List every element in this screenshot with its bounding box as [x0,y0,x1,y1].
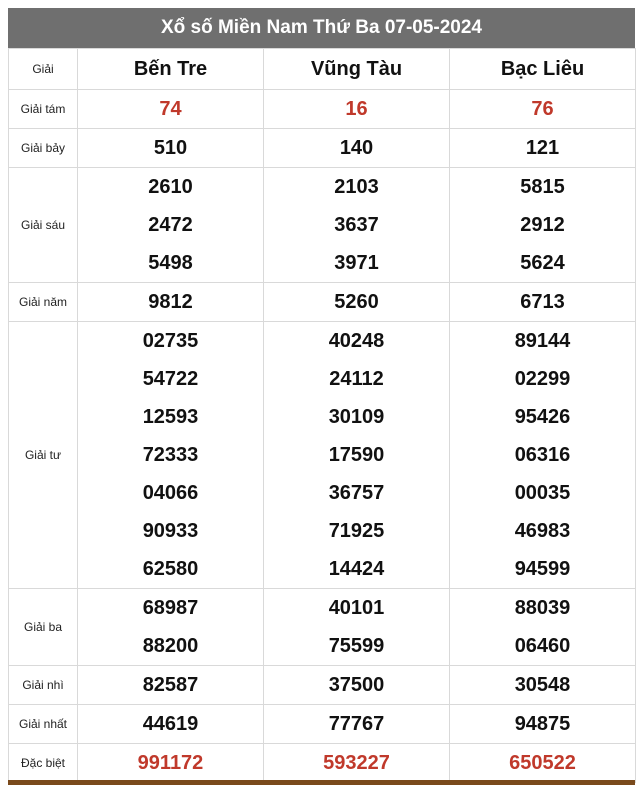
prize-number: 2610 [148,176,193,198]
prize-number: 5260 [334,291,379,313]
prize-number: 12593 [142,406,199,428]
prize-number: 2103 [334,176,379,198]
prize-row [9,283,636,322]
prize-number: 5815 [520,176,565,198]
prize-cell [78,129,264,168]
prize-row [9,589,636,666]
prize-label: Giải ba [9,589,78,666]
prize-number: 76 [531,98,554,120]
prize-label: Giải năm [9,283,78,322]
prize-number: 02735 [142,330,199,352]
prize-cell [78,168,264,283]
prize-cell [450,705,636,744]
prize-cell [450,666,636,705]
prize-label: Đặc biệt [9,744,78,783]
prize-number: 74 [159,98,182,120]
prize-number: 71925 [328,520,385,542]
prize-number: 991172 [137,752,204,774]
prize-row [9,90,636,129]
bottom-bar [8,780,635,785]
prize-cell [264,705,450,744]
prize-number: 9812 [148,291,193,313]
prize-cell [264,129,450,168]
prize-row [9,744,636,783]
prize-row [9,705,636,744]
prize-row [9,322,636,589]
prize-cell [78,705,264,744]
prize-number: 36757 [328,482,385,504]
prize-cell [264,168,450,283]
prize-number: 06316 [514,444,571,466]
prize-number: 88200 [142,635,199,657]
header-row [9,49,636,90]
prize-number: 94875 [514,713,571,735]
prize-number: 650522 [509,752,576,774]
prize-cell [264,666,450,705]
prize-cell [450,744,636,783]
prize-number: 82587 [142,674,199,696]
prize-cell [264,744,450,783]
prize-number: 16 [345,98,368,120]
prize-number: 6713 [520,291,565,313]
prize-number: 40101 [328,597,385,619]
prize-number: 2912 [520,214,565,236]
prize-number: 121 [525,137,560,159]
prize-cell [450,589,636,666]
header-label: Giải [9,49,78,90]
prize-number: 140 [339,137,374,159]
prize-label: Giải nhất [9,705,78,744]
prize-cell [78,90,264,129]
prize-cell [78,744,264,783]
prize-number: 75599 [328,635,385,657]
prize-row [9,666,636,705]
prize-number: 90933 [142,520,199,542]
prize-number: 40248 [328,330,385,352]
prize-label: Giải nhì [9,666,78,705]
prize-number: 30548 [514,674,571,696]
prize-number: 24112 [329,368,384,390]
page-title: Xổ số Miền Nam Thứ Ba 07-05-2024 [8,8,635,48]
prize-number: 02299 [514,368,571,390]
prize-cell [450,322,636,589]
prize-row [9,129,636,168]
province-ben-tre: Bến Tre [78,49,264,90]
results-table [8,48,636,783]
prize-number: 46983 [514,520,571,542]
prize-number: 5624 [520,252,565,274]
prize-cell [450,168,636,283]
prize-number: 89144 [514,330,571,352]
prize-number: 94599 [514,558,571,580]
prize-number: 510 [153,137,188,159]
prize-number: 77767 [328,713,385,735]
prize-cell [78,283,264,322]
prize-number: 72333 [142,444,199,466]
prize-number: 06460 [514,635,571,657]
prize-number: 44619 [142,713,199,735]
prize-number: 3971 [334,252,379,274]
prize-cell [78,322,264,589]
prize-number: 04066 [142,482,199,504]
prize-number: 68987 [142,597,199,619]
prize-number: 5498 [148,252,193,274]
prize-number: 593227 [323,752,390,774]
prize-number: 3637 [334,214,379,236]
prize-cell [450,283,636,322]
prize-number: 88039 [514,597,571,619]
prize-number: 62580 [142,558,199,580]
prize-number: 2472 [148,214,193,236]
prize-number: 14424 [328,558,385,580]
prize-cell [78,666,264,705]
prize-cell [450,129,636,168]
prize-number: 30109 [328,406,385,428]
prize-cell [264,322,450,589]
prize-cell [264,90,450,129]
prize-label: Giải tư [9,322,78,589]
prize-cell [78,589,264,666]
prize-cell [450,90,636,129]
prize-row [9,168,636,283]
prize-number: 00035 [514,482,571,504]
province-vung-tau: Vũng Tàu [264,49,450,90]
prize-cell [264,589,450,666]
prize-number: 37500 [328,674,385,696]
prize-label: Giải tám [9,90,78,129]
prize-label: Giải sáu [9,168,78,283]
prize-number: 54722 [142,368,199,390]
prize-number: 17590 [328,444,385,466]
prize-label: Giải bảy [9,129,78,168]
prize-number: 95426 [514,406,571,428]
prize-cell [264,283,450,322]
province-bac-lieu: Bạc Liêu [450,49,636,90]
